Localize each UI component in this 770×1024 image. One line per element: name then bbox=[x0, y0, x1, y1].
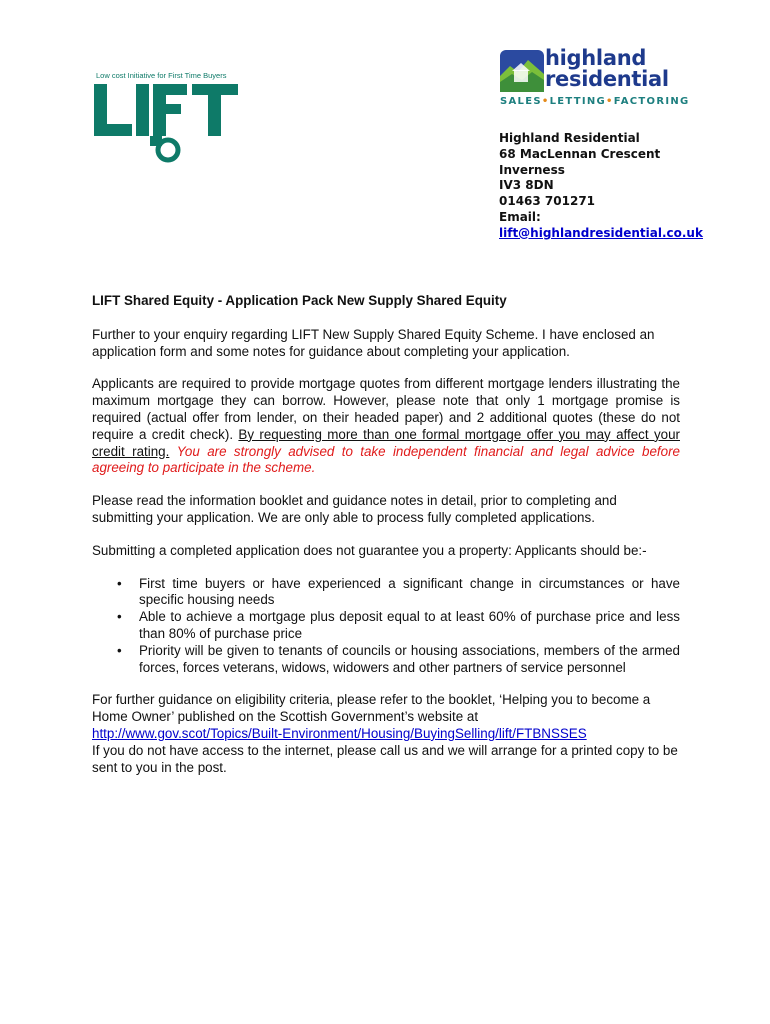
paragraph-guidance bbox=[92, 692, 680, 776]
letter-body bbox=[92, 293, 680, 776]
paragraph-mortgage bbox=[92, 376, 680, 477]
eligibility-list bbox=[92, 576, 680, 677]
list-item: • Able to achieve a mortgage plus deposit equal to at least 60% of purchase price and less than 80% of purchase price bbox=[139, 609, 680, 643]
gov-scot-link[interactable]: http://www.gov.scot/Topics/Built-Environment/Housing/BuyingSelling/lift/FTBNSSES bbox=[92, 725, 587, 741]
tagline-dot: • bbox=[541, 96, 550, 107]
advice-warning: You are strongly advised to take independent financial and legal advice before agreeing to participate in the scheme. bbox=[92, 443, 680, 476]
street: 68 MacLennan Crescent bbox=[499, 146, 661, 161]
lift-key-icon bbox=[92, 70, 242, 165]
list-item: • First time buyers or have experienced a significant change in circumstances or have specific housing needs bbox=[139, 576, 680, 610]
paragraph-intro: Further to your enquiry regarding LIFT New Supply Shared Equity Scheme. I have enclosed an application form and some notes for guidance about completing your application. bbox=[92, 326, 655, 359]
town: Inverness bbox=[499, 162, 565, 177]
highland-tagline bbox=[500, 96, 690, 107]
lift-logo bbox=[92, 70, 242, 165]
list-item: • Priority will be given to tenants of councils or housing associations, members of the armed forces, forces veterans, widows, widowers and other partners of service personnel bbox=[139, 643, 680, 677]
highland-residential-wordmark bbox=[545, 48, 669, 90]
wordmark-line-2: residential bbox=[545, 67, 669, 91]
no-internet-text: If you do not have access to the internet, please call us and we will arrange for a printed copy to be sent to you in the post. bbox=[92, 742, 678, 775]
address-block bbox=[499, 131, 703, 242]
company-name: Highland Residential bbox=[499, 131, 640, 145]
email-label: Email: bbox=[499, 209, 541, 224]
tagline-dot: • bbox=[606, 96, 614, 107]
postcode: IV3 8DN bbox=[499, 178, 554, 193]
email-link[interactable]: lift@highlandresidential.co.uk bbox=[499, 225, 703, 240]
guidance-text: For further guidance on eligibility criteria, please refer to the booklet, ‘Helping you to become a Home Owner’ published on the Scottish Government’s website at bbox=[92, 692, 651, 725]
tagline-letting: LETTING bbox=[549, 96, 607, 107]
letter-heading: LIFT Shared Equity - Application Pack New Supply Shared Equity bbox=[92, 293, 507, 308]
tagline-sales: SALES bbox=[500, 96, 542, 107]
lift-tagline: Low cost Initiative for First Time Buyers bbox=[96, 71, 227, 80]
paragraph-eligibility: Submitting a completed application does not guarantee you a property: Applicants should be:- bbox=[92, 542, 647, 558]
paragraph-booklet: Please read the information booklet and guidance notes in detail, prior to completing and submitting your application. We are only able to process fully completed applications. bbox=[92, 493, 617, 525]
credit-warning: By requesting more than one formal mortgage offer you may affect your credit rating. bbox=[92, 426, 680, 459]
wordmark-line-1: highland bbox=[545, 46, 647, 70]
tagline-factoring: FACTORING bbox=[613, 96, 690, 107]
house-mountain-icon bbox=[500, 50, 544, 92]
highland-residential-logo bbox=[497, 46, 690, 112]
mortgage-text: Applicants are required to provide mortgage quotes from different mortgage lenders illustrating the maximum mortgage they can borrow. However, please note that only 1 mortgage promise is required (actual offer from lender, on their headed paper) and 2 additional quotes (these do not require a credit check). bbox=[92, 376, 680, 442]
phone: 01463 701271 bbox=[499, 194, 596, 209]
